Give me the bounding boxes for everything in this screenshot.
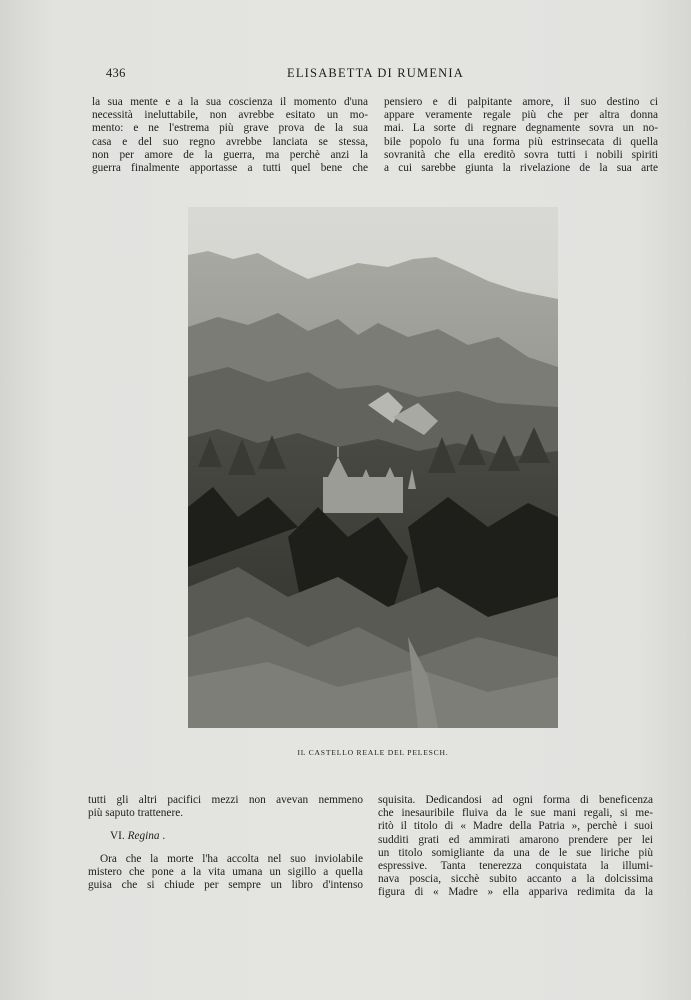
text-line: mai. La sorte di regnare degnamente sovra un no-: [384, 122, 658, 135]
text-column-top-left: [92, 96, 368, 175]
text-line: bile popolo fu una forma più estrinsecata di quella: [384, 135, 658, 148]
text-line: figura di « Madre » ella appariva redimita da la: [378, 886, 653, 899]
text-line: necessità ineluttabile, non avrebbe esitato un mo-: [92, 109, 368, 122]
text-column-bottom-right: [378, 794, 653, 900]
text-line: mento: e ne l'estrema più grave prova de la sua: [92, 122, 368, 135]
text-line: sovranità che ella ereditò sovra tutti i nobili spiriti: [384, 148, 658, 161]
section-heading: [110, 830, 363, 843]
page-number: 436: [106, 66, 126, 80]
castle-photograph: [188, 207, 558, 728]
text-line: che inesauribile fluiva da le sue mani regali, si me-: [378, 807, 653, 820]
text-line: a cui sarebbe giunta la rivelazione de la sua arte: [384, 162, 658, 175]
section-punct: .: [162, 830, 166, 843]
running-title: ELISABETTA DI RUMENIA: [287, 66, 464, 80]
text-column-top-right: [384, 96, 658, 175]
text-line: la sua mente e a la sua coscienza il momento d'una: [92, 96, 368, 108]
text-line: squisita. Dedicandosi ad ogni forma di beneficenza: [378, 794, 653, 806]
text-line: mistero che pone a la vita umana un sigillo a quella: [88, 865, 363, 878]
text-line: tutti gli altri pacifici mezzi non avevan nemmeno: [88, 794, 363, 806]
section-title: Regina: [127, 830, 160, 843]
text-line: espressive. Tanta tenerezza conquistata la illumi-: [378, 860, 653, 873]
text-line: guisa che si chiude per sempre un libro d'intenso: [88, 879, 363, 892]
text-line: pensiero e di palpitante amore, il suo destino ci: [384, 96, 658, 108]
page-header: [0, 66, 691, 84]
text-column-bottom-left: [88, 794, 363, 892]
text-line: non per amore de la guerra, ma perchè anzi la: [92, 148, 368, 161]
section-number: VI.: [110, 830, 125, 843]
text-line: più saputo trattenere.: [88, 807, 184, 820]
text-line: sudditi grati ed ammirati amarono prendere per lei: [378, 833, 653, 846]
text-line: Ora che la morte l'ha accolta nel suo inviolabile: [100, 852, 363, 865]
text-line: ritò il titolo di « Madre della Patria », perchè i suoi: [378, 820, 653, 833]
text-line: guerra finalmente apportasse a tutti quel bene che: [92, 162, 368, 175]
text-line: un titolo somigliante da una de le sue liriche più: [378, 846, 653, 859]
text-line: casa e del suo regno avrebbe lanciata se stessa,: [92, 135, 368, 148]
text-line: appare veramente regale più che per altra donna: [384, 109, 658, 122]
text-line: nava poscia, sicchè subito accanto a la dolcissima: [378, 873, 653, 886]
figure-caption: IL CASTELLO REALE DEL PELESCH.: [297, 748, 449, 757]
